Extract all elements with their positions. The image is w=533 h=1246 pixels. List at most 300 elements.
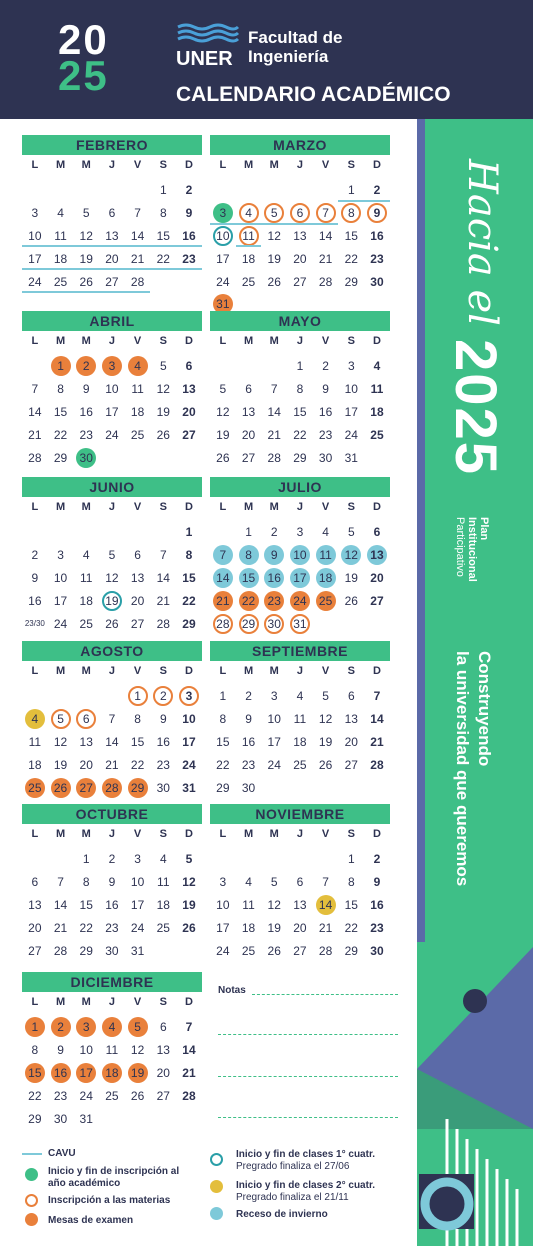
day-cell[interactable]: 24	[53, 616, 68, 631]
day-cell[interactable]: 6	[159, 1020, 167, 1035]
day-cell[interactable]: 2	[150, 685, 176, 708]
day-cell[interactable]: 13	[364, 544, 390, 567]
day-cell[interactable]: 11	[28, 734, 42, 749]
day-cell[interactable]: 15	[53, 404, 68, 419]
day-cell[interactable]: 22	[28, 1088, 42, 1103]
day-cell[interactable]: 16	[176, 225, 202, 248]
day-cell[interactable]: 6	[134, 548, 141, 563]
day-cell[interactable]: 27	[99, 270, 125, 293]
day-cell[interactable]: 27	[73, 776, 99, 799]
day-cell[interactable]: 10	[344, 382, 358, 397]
day-cell[interactable]: 29	[79, 943, 93, 958]
day-cell[interactable]: 31	[182, 780, 196, 795]
day-cell[interactable]: 21	[318, 251, 333, 266]
day-cell[interactable]: 30	[73, 446, 99, 469]
day-cell[interactable]: 10	[79, 1043, 93, 1058]
day-cell[interactable]: 14	[53, 897, 68, 912]
day-cell[interactable]: 26	[48, 776, 74, 799]
day-cell[interactable]: 29	[236, 612, 262, 635]
day-cell[interactable]: 24	[105, 427, 119, 442]
day-cell[interactable]: 15	[150, 225, 176, 248]
day-cell[interactable]: 12	[105, 570, 119, 585]
day-cell[interactable]: 13	[241, 404, 256, 419]
day-cell[interactable]: 13	[130, 570, 145, 585]
day-cell[interactable]: 9	[185, 206, 193, 221]
day-cell[interactable]: 2	[73, 355, 99, 378]
day-cell[interactable]: 7	[270, 382, 278, 397]
day-cell[interactable]: 4	[236, 202, 262, 225]
day-cell[interactable]: 10	[287, 544, 313, 567]
day-cell[interactable]: 30	[105, 943, 119, 958]
day-cell[interactable]: 23	[156, 757, 170, 772]
day-cell[interactable]: 24	[344, 427, 358, 442]
day-cell[interactable]: 19	[125, 1062, 151, 1085]
day-cell[interactable]: 23	[105, 920, 119, 935]
day-cell[interactable]: 6	[31, 875, 39, 890]
day-cell[interactable]: 8	[159, 206, 167, 221]
day-cell[interactable]: 25	[241, 274, 256, 289]
day-cell[interactable]: 28	[267, 450, 281, 465]
day-cell[interactable]: 30	[370, 274, 384, 289]
day-cell[interactable]: 27	[182, 427, 196, 442]
day-cell[interactable]: 13	[99, 225, 125, 248]
day-cell[interactable]: 21	[370, 734, 384, 749]
day-cell[interactable]: 26	[318, 757, 333, 772]
day-cell[interactable]: 3	[176, 685, 202, 708]
day-cell[interactable]: 19	[53, 757, 68, 772]
day-cell[interactable]: 19	[344, 570, 358, 585]
day-cell[interactable]: 18	[293, 734, 307, 749]
day-cell[interactable]: 23	[318, 427, 333, 442]
day-cell[interactable]: 22	[293, 427, 307, 442]
day-cell[interactable]: 30	[370, 943, 384, 958]
day-cell[interactable]: 3	[270, 689, 278, 704]
day-cell[interactable]: 27	[293, 943, 307, 958]
day-cell[interactable]: 4	[159, 852, 167, 867]
day-cell[interactable]: 28	[28, 450, 42, 465]
day-cell[interactable]: 10	[53, 570, 68, 585]
day-cell[interactable]: 19	[182, 897, 196, 912]
day-cell[interactable]: 25	[241, 943, 256, 958]
day-cell[interactable]: 30	[156, 780, 170, 795]
day-cell[interactable]: 23	[53, 1088, 68, 1103]
day-cell[interactable]: 10	[216, 897, 230, 912]
day-cell[interactable]: 20	[28, 920, 42, 935]
day-cell[interactable]: 8	[82, 875, 90, 890]
day-cell[interactable]: 20	[156, 1065, 170, 1080]
day-cell[interactable]: 10	[130, 875, 145, 890]
day-cell[interactable]: 25	[22, 776, 48, 799]
day-cell[interactable]: 25	[48, 270, 74, 293]
day-cell[interactable]: 15	[216, 734, 230, 749]
day-cell[interactable]: 12	[267, 897, 281, 912]
day-cell[interactable]: 5	[48, 708, 74, 731]
day-cell[interactable]: 16	[370, 228, 384, 243]
day-cell[interactable]: 9	[364, 202, 390, 225]
day-cell[interactable]: 29	[182, 616, 196, 631]
day-cell[interactable]: 21	[210, 589, 236, 612]
day-cell[interactable]: 7	[134, 206, 141, 221]
day-cell[interactable]: 17	[182, 734, 196, 749]
day-cell[interactable]: 4	[82, 548, 90, 563]
day-cell[interactable]: 19	[267, 251, 281, 266]
day-cell[interactable]: 2	[31, 548, 39, 563]
day-cell[interactable]: 15	[344, 897, 358, 912]
day-cell[interactable]: 30	[53, 1111, 68, 1126]
day-cell[interactable]: 12	[267, 228, 281, 243]
day-cell[interactable]: 5	[125, 1016, 151, 1039]
day-cell[interactable]: 25	[130, 427, 145, 442]
day-cell[interactable]: 5	[347, 525, 355, 540]
day-cell[interactable]: 25	[156, 920, 170, 935]
day-cell[interactable]: 9	[261, 544, 287, 567]
day-cell[interactable]: 14	[318, 228, 333, 243]
day-cell[interactable]: 8	[57, 382, 64, 397]
day-cell[interactable]: 10	[105, 382, 119, 397]
day-cell[interactable]: 16	[105, 897, 119, 912]
day-cell[interactable]: 2	[364, 179, 390, 202]
day-cell[interactable]: 9	[373, 875, 381, 890]
day-cell[interactable]: 23	[370, 920, 384, 935]
day-cell[interactable]: 8	[347, 875, 355, 890]
day-cell[interactable]: 20	[241, 427, 256, 442]
day-cell[interactable]: 7	[322, 875, 329, 890]
day-cell[interactable]: 17	[216, 920, 230, 935]
day-cell[interactable]: 24	[216, 274, 230, 289]
day-cell[interactable]: 31	[344, 450, 358, 465]
day-cell[interactable]: 11	[157, 875, 170, 890]
day-cell[interactable]: 16	[318, 404, 333, 419]
day-cell[interactable]: 20	[130, 593, 145, 608]
day-cell[interactable]: 21	[125, 247, 151, 270]
day-cell[interactable]: 11	[293, 712, 307, 727]
day-cell[interactable]: 22	[53, 427, 68, 442]
day-cell[interactable]: 31	[210, 293, 236, 316]
day-cell[interactable]: 3	[57, 548, 64, 563]
day-cell[interactable]: 17	[216, 251, 230, 266]
day-cell[interactable]: 25	[105, 1088, 119, 1103]
day-cell[interactable]: 24	[22, 270, 48, 293]
day-cell[interactable]: 8	[31, 1043, 39, 1058]
day-cell[interactable]: 9	[108, 875, 116, 890]
day-cell[interactable]: 18	[130, 404, 145, 419]
day-cell[interactable]: 27	[344, 757, 358, 772]
day-cell[interactable]: 13	[293, 897, 307, 912]
day-cell[interactable]: 1	[22, 1016, 48, 1039]
day-cell[interactable]: 20	[79, 757, 93, 772]
notes-line[interactable]	[218, 1076, 398, 1077]
day-cell[interactable]: 19	[216, 427, 230, 442]
notes-line[interactable]	[218, 1117, 398, 1118]
day-cell[interactable]: 21	[318, 920, 333, 935]
day-cell[interactable]: 5	[261, 202, 287, 225]
day-cell[interactable]: 20	[99, 247, 125, 270]
day-cell[interactable]: 9	[245, 712, 252, 727]
day-cell[interactable]: 29	[293, 450, 307, 465]
day-cell[interactable]: 14	[125, 225, 151, 248]
day-cell[interactable]: 22	[236, 589, 262, 612]
day-cell[interactable]: 14	[105, 734, 119, 749]
day-cell[interactable]: 28	[318, 943, 333, 958]
day-cell[interactable]: 9	[57, 1043, 64, 1058]
day-cell[interactable]: 23	[176, 247, 202, 270]
day-cell[interactable]: 9	[159, 712, 167, 727]
day-cell[interactable]: 6	[287, 202, 313, 225]
day-cell[interactable]: 24	[79, 1088, 93, 1103]
day-cell[interactable]: 12	[156, 382, 170, 397]
day-cell[interactable]: 6	[108, 206, 116, 221]
day-cell[interactable]: 6	[347, 689, 355, 704]
day-cell[interactable]: 17	[105, 404, 119, 419]
day-cell[interactable]: 1	[125, 685, 151, 708]
day-cell[interactable]: 9	[31, 570, 39, 585]
day-cell[interactable]: 27	[28, 943, 42, 958]
day-cell[interactable]: 2	[322, 359, 329, 374]
day-cell[interactable]: 26	[73, 270, 99, 293]
day-cell[interactable]: 26	[267, 943, 281, 958]
day-cell[interactable]: 26	[216, 450, 230, 465]
day-cell[interactable]: 21	[53, 920, 68, 935]
day-cell[interactable]: 19	[156, 404, 170, 419]
day-cell[interactable]: 19	[73, 247, 99, 270]
day-cell[interactable]: 14	[210, 567, 236, 590]
day-cell[interactable]: 1	[338, 179, 364, 202]
day-cell[interactable]: 12	[130, 1043, 145, 1058]
day-cell[interactable]: 15	[293, 404, 307, 419]
day-cell[interactable]: 22	[344, 251, 358, 266]
day-cell[interactable]: 21	[28, 427, 42, 442]
day-cell[interactable]: 4	[125, 355, 151, 378]
day-cell[interactable]: 23	[241, 757, 256, 772]
day-cell[interactable]: 28	[210, 612, 236, 635]
day-cell[interactable]: 20	[182, 404, 196, 419]
notes-line[interactable]	[252, 994, 398, 995]
day-cell[interactable]: 22	[344, 920, 358, 935]
day-cell[interactable]: 10	[210, 225, 236, 248]
day-cell[interactable]: 13	[28, 897, 42, 912]
day-cell[interactable]: 11	[242, 897, 255, 912]
day-cell[interactable]: 7	[313, 202, 339, 225]
day-cell[interactable]: 27	[241, 450, 256, 465]
day-cell[interactable]: 17	[130, 897, 145, 912]
day-cell[interactable]: 10	[267, 712, 281, 727]
day-cell[interactable]: 7	[210, 544, 236, 567]
day-cell[interactable]: 3	[73, 1016, 99, 1039]
day-cell[interactable]: 8	[185, 548, 193, 563]
day-cell[interactable]: 4	[322, 525, 329, 540]
day-cell[interactable]: 7	[373, 689, 381, 704]
day-cell[interactable]: 26	[267, 274, 281, 289]
day-cell[interactable]: 1	[82, 852, 90, 867]
day-cell[interactable]: 14	[370, 712, 384, 727]
day-cell[interactable]: 14	[28, 404, 42, 419]
day-cell[interactable]: 6	[185, 359, 193, 374]
day-cell[interactable]: 25	[370, 427, 384, 442]
day-cell[interactable]: 29	[28, 1111, 42, 1126]
day-cell[interactable]: 29	[53, 450, 68, 465]
day-cell[interactable]: 26	[105, 616, 119, 631]
day-cell[interactable]: 23/30	[24, 619, 45, 629]
day-cell[interactable]: 19	[267, 920, 281, 935]
day-cell[interactable]: 5	[108, 548, 116, 563]
day-cell[interactable]: 23	[370, 251, 384, 266]
day-cell[interactable]: 13	[156, 1043, 170, 1058]
day-cell[interactable]: 11	[79, 570, 93, 585]
day-cell[interactable]: 11	[236, 225, 262, 248]
day-cell[interactable]: 17	[22, 247, 48, 270]
day-cell[interactable]: 4	[296, 689, 304, 704]
day-cell[interactable]: 25	[293, 757, 307, 772]
day-cell[interactable]: 27	[293, 274, 307, 289]
day-cell[interactable]: 27	[130, 616, 145, 631]
day-cell[interactable]: 22	[182, 593, 196, 608]
day-cell[interactable]: 2	[373, 852, 381, 867]
day-cell[interactable]: 18	[241, 251, 256, 266]
day-cell[interactable]: 25	[313, 589, 339, 612]
day-cell[interactable]: 3	[347, 359, 355, 374]
day-cell[interactable]: 18	[241, 920, 256, 935]
day-cell[interactable]: 8	[296, 382, 304, 397]
day-cell[interactable]: 20	[293, 251, 307, 266]
day-cell[interactable]: 3	[296, 525, 304, 540]
day-cell[interactable]: 13	[344, 712, 358, 727]
day-cell[interactable]: 3	[99, 355, 125, 378]
day-cell[interactable]: 26	[130, 1088, 145, 1103]
day-cell[interactable]: 14	[313, 894, 339, 917]
day-cell[interactable]: 26	[182, 920, 196, 935]
day-cell[interactable]: 16	[156, 734, 170, 749]
day-cell[interactable]: 13	[182, 382, 196, 397]
day-cell[interactable]: 4	[99, 1016, 125, 1039]
day-cell[interactable]: 17	[287, 567, 313, 590]
day-cell[interactable]: 24	[182, 757, 196, 772]
day-cell[interactable]: 1	[245, 525, 252, 540]
day-cell[interactable]: 10	[22, 225, 48, 248]
day-cell[interactable]: 22	[130, 757, 145, 772]
day-cell[interactable]: 2	[270, 525, 278, 540]
day-cell[interactable]: 2	[48, 1016, 74, 1039]
day-cell[interactable]: 29	[216, 780, 230, 795]
day-cell[interactable]: 18	[156, 897, 170, 912]
day-cell[interactable]: 16	[79, 404, 93, 419]
day-cell[interactable]: 3	[210, 202, 236, 225]
day-cell[interactable]: 17	[53, 593, 68, 608]
day-cell[interactable]: 15	[236, 567, 262, 590]
day-cell[interactable]: 13	[293, 228, 307, 243]
day-cell[interactable]: 7	[108, 712, 116, 727]
day-cell[interactable]: 30	[261, 612, 287, 635]
day-cell[interactable]: 31	[79, 1111, 93, 1126]
day-cell[interactable]: 11	[370, 382, 384, 397]
day-cell[interactable]: 11	[131, 382, 144, 397]
day-cell[interactable]: 27	[156, 1088, 170, 1103]
day-cell[interactable]: 1	[219, 689, 227, 704]
day-cell[interactable]: 16	[370, 897, 384, 912]
day-cell[interactable]: 25	[79, 616, 93, 631]
day-cell[interactable]: 20	[370, 570, 384, 585]
day-cell[interactable]: 8	[219, 712, 227, 727]
day-cell[interactable]: 7	[185, 1020, 193, 1035]
day-cell[interactable]: 31	[287, 612, 313, 635]
day-cell[interactable]: 8	[236, 544, 262, 567]
day-cell[interactable]: 21	[156, 593, 170, 608]
day-cell[interactable]: 6	[296, 875, 304, 890]
day-cell[interactable]: 24	[216, 943, 230, 958]
day-cell[interactable]: 4	[373, 359, 381, 374]
day-cell[interactable]: 4	[22, 708, 48, 731]
day-cell[interactable]: 6	[73, 708, 99, 731]
day-cell[interactable]: 7	[31, 382, 39, 397]
day-cell[interactable]: 21	[105, 757, 119, 772]
day-cell[interactable]: 18	[48, 247, 74, 270]
day-cell[interactable]: 16	[241, 734, 256, 749]
day-cell[interactable]: 5	[270, 875, 278, 890]
day-cell[interactable]: 28	[370, 757, 384, 772]
day-cell[interactable]: 29	[344, 943, 358, 958]
day-cell[interactable]: 12	[182, 875, 196, 890]
day-cell[interactable]: 28	[182, 1088, 196, 1103]
day-cell[interactable]: 20	[344, 734, 358, 749]
day-cell[interactable]: 18	[28, 757, 42, 772]
day-cell[interactable]: 8	[134, 712, 141, 727]
day-cell[interactable]: 16	[48, 1062, 74, 1085]
day-cell[interactable]: 17	[73, 1062, 99, 1085]
day-cell[interactable]: 11	[48, 225, 74, 248]
day-cell[interactable]: 7	[57, 875, 64, 890]
day-cell[interactable]: 16	[28, 593, 42, 608]
day-cell[interactable]: 1	[347, 852, 355, 867]
day-cell[interactable]: 2	[245, 689, 252, 704]
day-cell[interactable]: 13	[79, 734, 93, 749]
day-cell[interactable]: 30	[241, 780, 256, 795]
day-cell[interactable]: 5	[322, 689, 329, 704]
day-cell[interactable]: 28	[99, 776, 125, 799]
day-cell[interactable]: 26	[156, 427, 170, 442]
day-cell[interactable]: 20	[293, 920, 307, 935]
day-cell[interactable]: 12	[73, 225, 99, 248]
day-cell[interactable]: 1	[185, 525, 193, 540]
day-cell[interactable]: 1	[159, 183, 167, 198]
day-cell[interactable]: 12	[53, 734, 68, 749]
day-cell[interactable]: 4	[245, 875, 252, 890]
day-cell[interactable]: 31	[130, 943, 145, 958]
day-cell[interactable]: 7	[159, 548, 167, 563]
day-cell[interactable]: 1	[48, 355, 74, 378]
day-cell[interactable]: 18	[370, 404, 384, 419]
day-cell[interactable]: 3	[219, 875, 227, 890]
day-cell[interactable]: 6	[245, 382, 252, 397]
day-cell[interactable]: 5	[82, 206, 90, 221]
day-cell[interactable]: 21	[267, 427, 281, 442]
day-cell[interactable]: 23	[79, 427, 93, 442]
day-cell[interactable]: 5	[219, 382, 227, 397]
day-cell[interactable]: 28	[156, 616, 170, 631]
day-cell[interactable]: 24	[267, 757, 281, 772]
day-cell[interactable]: 12	[216, 404, 230, 419]
day-cell[interactable]: 17	[344, 404, 358, 419]
day-cell[interactable]: 29	[344, 274, 358, 289]
day-cell[interactable]: 28	[318, 274, 333, 289]
day-cell[interactable]: 14	[267, 404, 281, 419]
day-cell[interactable]: 5	[185, 852, 193, 867]
notes-line[interactable]	[218, 1034, 398, 1035]
day-cell[interactable]: 5	[159, 359, 167, 374]
day-cell[interactable]: 21	[182, 1065, 196, 1080]
day-cell[interactable]: 16	[261, 567, 287, 590]
day-cell[interactable]: 18	[313, 567, 339, 590]
day-cell[interactable]: 14	[182, 1043, 196, 1058]
day-cell[interactable]: 6	[373, 525, 381, 540]
